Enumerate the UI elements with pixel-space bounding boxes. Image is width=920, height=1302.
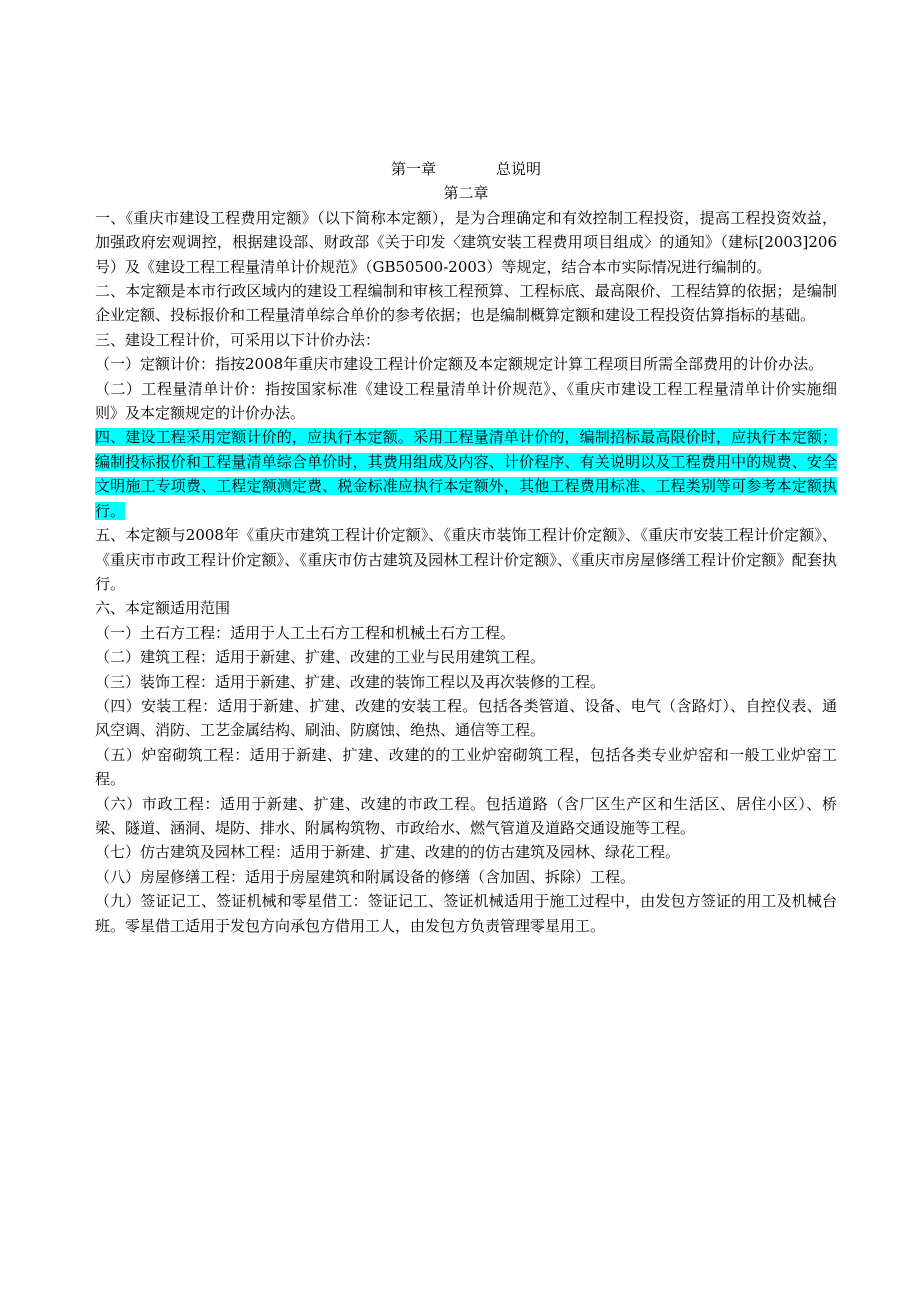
- paragraph-3: 三、建设工程计价，可采用以下计价办法：: [95, 330, 381, 349]
- paragraph-2: 二、本定额是本市行政区域内的建设工程编制和审核工程预算、工程标底、最高限价、工程结算的依据；是编制企业定额、投标报价和工程量清单综合单价的参考依据；也是编制概算定额和建设工程投资估算指标的基础。: [95, 282, 837, 325]
- paragraph-3-1: （一）定额计价：指按2008年重庆市建设工程计价定额及本定额规定计算工程项目所需全部费用的计价办法。: [95, 355, 824, 374]
- chapter-title: 总说明: [496, 160, 542, 178]
- paragraph-3-2: （二）工程量清单计价：指按国家标准《建设工程量清单计价规范》、《重庆市建设工程工程量清单计价实施细则》及本定额规定的计价办法。: [95, 379, 837, 423]
- paragraph-1: 一、《重庆市建设工程费用定额》（以下简称本定额），是为合理确定和有效控制工程投资，提高工程投资效益，加强政府宏观调控，根据建设部、财政部《关于印发〈建筑安装工程费用项目组成〉的通知》（建标[2003]206号）及《建设工程工程量清单计价规范》（GB50500-2003）等规定，结合本市实际情况进行编制的。: [95, 208, 837, 276]
- highlight-span: 四、建设工程采用定额计价的，应执行本定额。采用工程量清单计价的，编制招标最高限价时，应执行本定额；编制投标报价和工程量清单综合单价时，其费用组成及内容、计价程序、有关说明以及工程费用中的规费、安全文明施工专项费、工程定额测定费、税金标准应执行本定额外，其他工程费用标准、工程类别等可参考本定额执行。: [95, 428, 837, 520]
- paragraph-6-7: （七）仿古建筑及园林工程：适用于新建、扩建、改建的的仿古建筑及园林、绿花工程。: [95, 843, 681, 862]
- paragraph-6: 六、本定额适用范围: [95, 599, 231, 618]
- chapter-heading: [95, 157, 837, 181]
- paragraph-6-1: （一）土石方工程：适用于人工土石方工程和机械土石方工程。: [95, 623, 516, 642]
- paragraph-5: 五、本定额与2008年《重庆市建筑工程计价定额》、《重庆市装饰工程计价定额》、《重庆市安装工程计价定额》、《重庆市市政工程计价定额》、《重庆市仿古建筑及园林工程计价定额》、《重庆市房屋修缮工程计价定额》配套执行。: [95, 526, 837, 593]
- document-page: [95, 157, 837, 938]
- chapter-number: 第一章: [390, 160, 436, 178]
- sub-chapter-heading: 第二章: [443, 184, 489, 203]
- paragraph-6-3: （三）装饰工程：适用于新建、扩建、改建的装饰工程以及再次装修的工程。: [95, 672, 606, 691]
- paragraph-6-4: （四）安装工程：适用于新建、扩建、改建的安装工程。包括各类管道、设备、电气（含路灯）、自控仪表、通风空调、消防、工艺金属结构、刷油、防腐蚀、绝热、通信等工程。: [95, 696, 837, 740]
- paragraph-6-6: （六）市政工程：适用于新建、扩建、改建的市政工程。包括道路（含厂区生产区和生活区、居住小区）、桥梁、隧道、涵洞、堤防、排水、附属构筑物、市政给水、燃气管道及道路交通设施等工程。: [95, 794, 837, 837]
- paragraph-6-5: （五）炉窑砌筑工程：适用于新建、扩建、改建的的工业炉窑砌筑工程，包括各类专业炉窑和一般工业炉窑工程。: [95, 745, 837, 789]
- paragraph-6-8: （八）房屋修缮工程：适用于房屋建筑和附属设备的修缮（含加固、拆除）工程。: [95, 867, 636, 886]
- highlighted-paragraph: [95, 425, 837, 523]
- paragraph-6-9: （九）签证记工、签证机械和零星借工：签证记工、签证机械适用于施工过程中，由发包方签证的用工及机械台班。零星借工适用于发包方向承包方借用工人，由发包方负责管理零星用工。: [95, 892, 837, 935]
- paragraph-6-2: （二）建筑工程：适用于新建、扩建、改建的工业与民用建筑工程。: [95, 648, 546, 667]
